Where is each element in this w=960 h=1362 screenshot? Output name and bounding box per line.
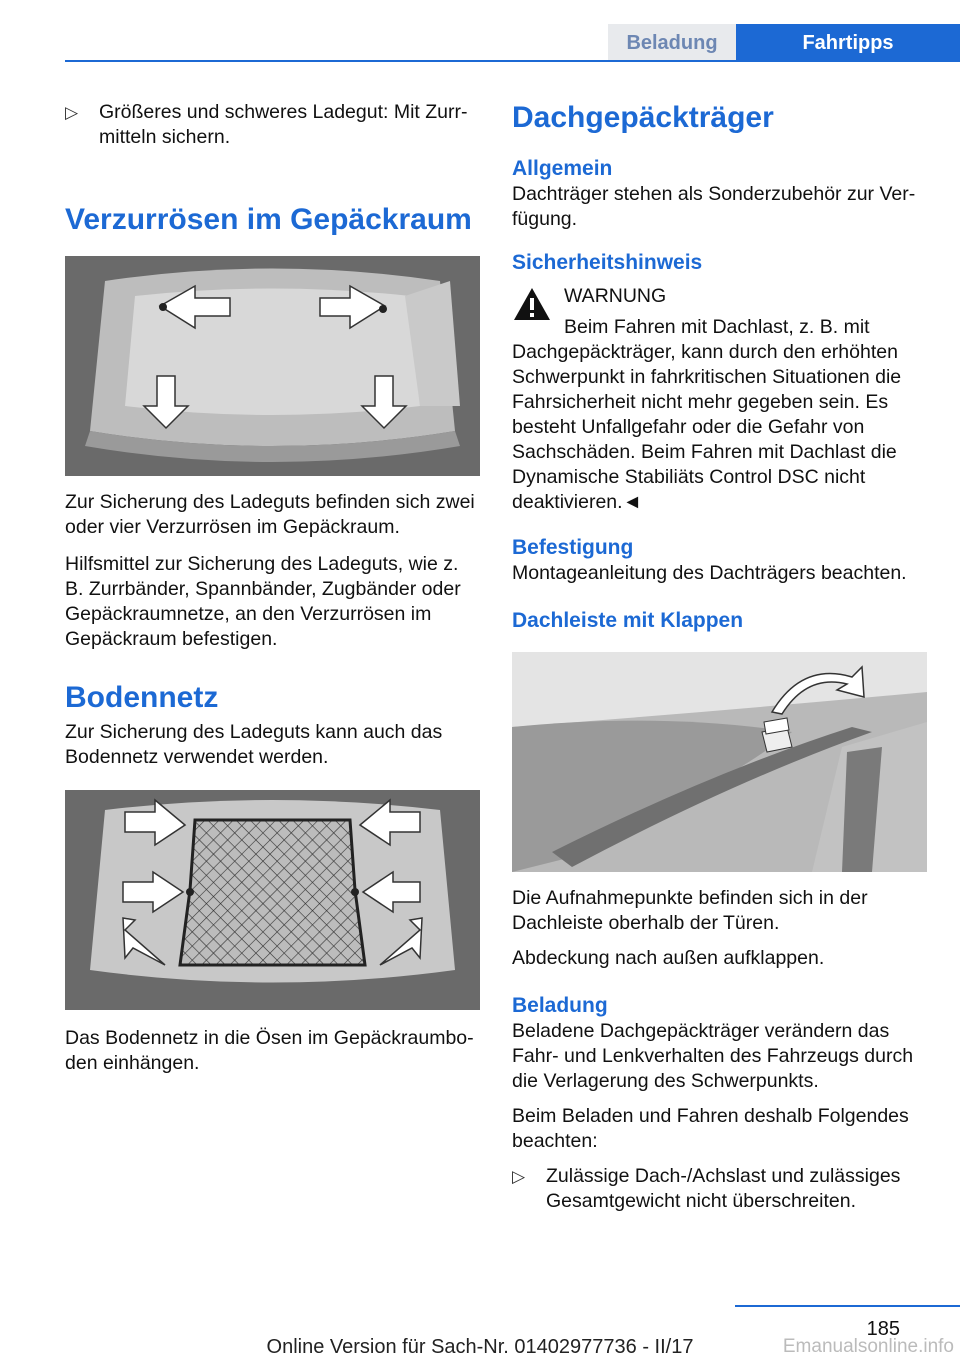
para-aufnahmepunkte: Die Aufnahmepunkte befinden sich in der Dachleiste oberhalb der Türen. <box>512 887 868 934</box>
heading-bodennetz: Bodennetz <box>65 681 219 714</box>
warning-triangle-icon <box>512 286 552 322</box>
para-bodennetz: Zur Sicherung des Ladeguts kann auch das Bodennetz verwendet werden. <box>65 721 443 768</box>
left-column <box>65 100 480 1076</box>
para-beladung-1: Beladene Dachgepäckträger verändern das Fahr- und Lenkverhalten des Fahrzeugs durch die Verlagerung des Schwerpunkts. <box>512 1020 914 1092</box>
warning-text: Dachgepäckträger, kann durch den erhöhten Schwerpunkt in fahrkritischen Situationen die Fahrsicherheit nicht mehr gegeben sein. Es besteht Unfallgefahr oder die Gefahr von Sachschäden. Beim Fahren mit Dachlast die Dynamische Stabiliäts Control DSC nicht deaktivieren.◄ <box>512 341 902 513</box>
roof-rail-illustration <box>512 652 927 872</box>
bullet-item <box>65 100 480 150</box>
tab-beladung[interactable]: Beladung <box>608 24 736 62</box>
floor-net-image <box>65 790 480 1010</box>
subheading-allgemein: Allgemein <box>512 157 613 180</box>
warning-label: WARNUNG <box>564 285 667 307</box>
page-number: 185 <box>866 1318 900 1340</box>
trunk-illustration <box>65 256 480 476</box>
warning-block <box>512 284 932 340</box>
heading-dachgepaecktraeger: Dachgepäckträger <box>512 101 774 134</box>
para-tiedown-1: Zur Sicherung des Ladeguts befinden sich zwei oder vier Verzurrösen im Gepäckraum. <box>65 491 475 538</box>
bullet-triangle-icon: ▷ <box>512 1167 526 1186</box>
online-version-footer: Online Version für Sach-Nr. 01402977736 - II/17 <box>266 1336 694 1358</box>
para-befestigung: Montageanleitung des Dachträgers beachten. <box>512 562 907 584</box>
subheading-beladung: Beladung <box>512 994 608 1017</box>
footer-rule <box>735 1305 960 1307</box>
para-bodennetz-einhaengen: Das Bodennetz in die Ösen im Gepäckraumboden einhängen. <box>65 1027 474 1074</box>
header-rule <box>65 60 960 62</box>
heading-verzurroesen: Verzurrösen im Gepäckraum <box>65 203 472 236</box>
tab-fahrtipps[interactable]: Fahrtipps <box>736 24 960 62</box>
warning-text-first: Beim Fahren mit Dachlast, z. B. mit <box>564 316 870 338</box>
trunk-tiedown-image <box>65 256 480 476</box>
bullet-item <box>512 1164 932 1214</box>
subheading-sicherheitshinweis: Sicherheitshinweis <box>512 251 703 274</box>
para-tiedown-2: Hilfsmittel zur Sicherung des Ladeguts, wie z. B. Zurrbänder, Spannbänder, Zugbänder oder Gepäckraumnetze, an den Verzurrösen im Gepäckraum befestigen. <box>65 553 461 650</box>
subheading-befestigung: Befestigung <box>512 536 634 559</box>
bullet-text: Größeres und schweres Ladegut: Mit Zurrmitteln sichern. <box>99 101 468 148</box>
bullet-text: Zulässige Dach-/Achslast und zulässiges Gesamtgewicht nicht überschreiten. <box>546 1165 901 1212</box>
right-column <box>512 100 932 1214</box>
para-beladung-2: Beim Beladen und Fahren deshalb Folgendes beachten: <box>512 1105 909 1152</box>
para-abdeckung: Abdeckung nach außen aufklappen. <box>512 947 825 969</box>
para-allgemein: Dachträger stehen als Sonderzubehör zur Verfügung. <box>512 183 916 230</box>
subheading-dachleiste: Dachleiste mit Klappen <box>512 609 744 632</box>
bullet-triangle-icon: ▷ <box>65 103 79 122</box>
watermark: Emanualsonline.info <box>782 1336 954 1357</box>
floor-net-illustration <box>65 790 480 1010</box>
roof-rail-image <box>512 652 927 872</box>
